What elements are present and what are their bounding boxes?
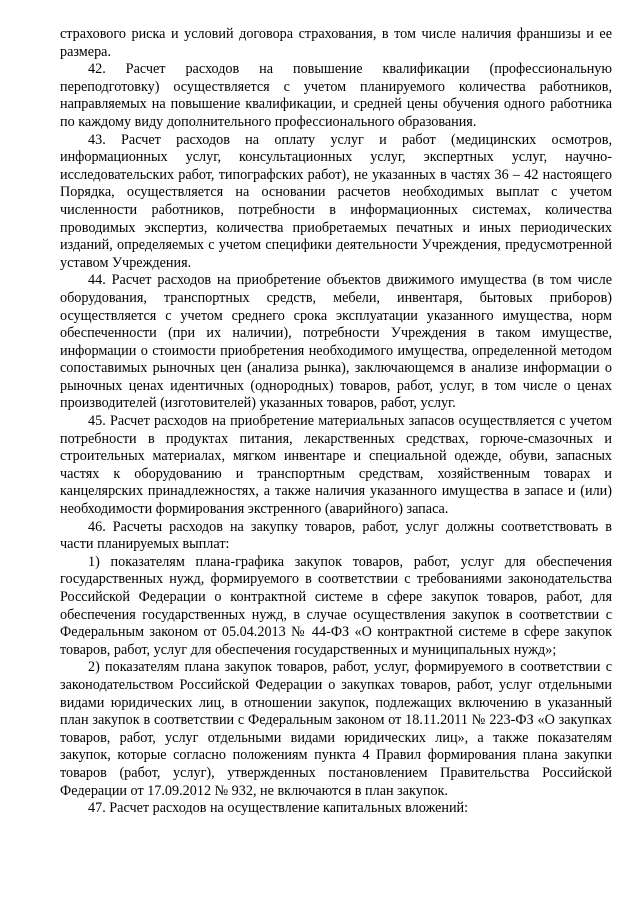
paragraph-46: 46. Расчеты расходов на закупку товаров, работ, услуг должны соответствовать в части планируемых выплат: — [60, 518, 612, 553]
paragraph-43: 43. Расчет расходов на оплату услуг и работ (медицинских осмотров, информационных услуг, консультационных услуг, экспертных услуг, научно-исследовательских работ, типографских работ), не указанных в частях 36 – 42 настоящего Порядка, осуществляется на основании расчетов необходимых выплат с учетом численности работников, потребности в информационных системах, количества проводимых экспертиз, количества приобретаемых печатных и иных периодических изданий, определяемых с учетом специфики деятельности Учреждения, предусмотренной уставом Учреждения. — [60, 131, 612, 271]
paragraph-42: 42. Расчет расходов на повышение квалификации (профессиональную переподготовку) осуществляется с учетом планируемого количества работников, направляемых на повышение квалификации, и средней цены обучения одного работника по каждому виду дополнительного профессионального образования. — [60, 61, 612, 130]
paragraph-continuation: страхового риска и условий договора страхования, в том числе наличия франшизы и ее размера. — [60, 26, 612, 60]
document-page — [60, 26, 612, 818]
paragraph-47: 47. Расчет расходов на осуществление капитальных вложений: — [88, 800, 469, 817]
paragraph-44: 44. Расчет расходов на приобретение объектов движимого имущества (в том числе оборудования, транспортных средств, мебели, инвентаря, бытовых приборов) осуществляется с учетом среднего срока эксплуатации указанного имущества, норм обеспеченности (при их наличии), потребности Учреждения в таком имуществе, информации о стоимости приобретения необходимого имущества, определенной методом сопоставимых рыночных цен (анализа рынка), заключающемся в анализе информации о рыночных ценах идентичных (однородных) товаров, работ, услуг, в том числе о ценах производителей (изготовителей) указанных товаров, работ, услуг. — [60, 272, 612, 412]
paragraph-45: 45. Расчет расходов на приобретение материальных запасов осуществляется с учетом потребности в продуктах питания, лекарственных средствах, горюче-смазочных и строительных материалах, мягком инвентаре и специальной одежде, обуви, запасных частях к оборудованию и транспортным средствам, хозяйственным товарах и канцелярских принадлежностях, а также наличия указанного имущества в запасе и (или) необходимости формирования экстренного (аварийного) запаса. — [60, 413, 612, 518]
paragraph-46-item-1: 1) показателям плана-графика закупок товаров, работ, услуг для обеспечения государственных нужд, формируемого в соответствии с требованиями законодательства Российской Федерации о контрактной системе в сфере закупок товаров, работ, для обеспечения государственных нужд, в случае осуществления закупок в соответствии с Федеральным законом от 05.04.2013 № 44-ФЗ «О контрактной системе в сфере закупок товаров, работ, услуг для обеспечения государственных и муниципальных нужд»; — [60, 553, 612, 658]
paragraph-46-item-2: 2) показателям плана закупок товаров, работ, услуг, формируемого в соответствии с законодательством Российской Федерации о закупках товаров, работ, услуг отдельными видами юридических лиц, в отношении закупок, подлежащих включению в указанный план закупок в соответствии с Федеральным законом от 18.11.2011 № 223-ФЗ «О закупках товаров, работ, услуг отдельными видами юридических лиц», а также показателям закупок, которые согласно положениям пункта 4 Правил формирования плана закупки товаров (работ, услуг), утвержденных постановлением Правительства Российской Федерации от 17.09.2012 № 932, не включаются в план закупок. — [60, 659, 612, 799]
